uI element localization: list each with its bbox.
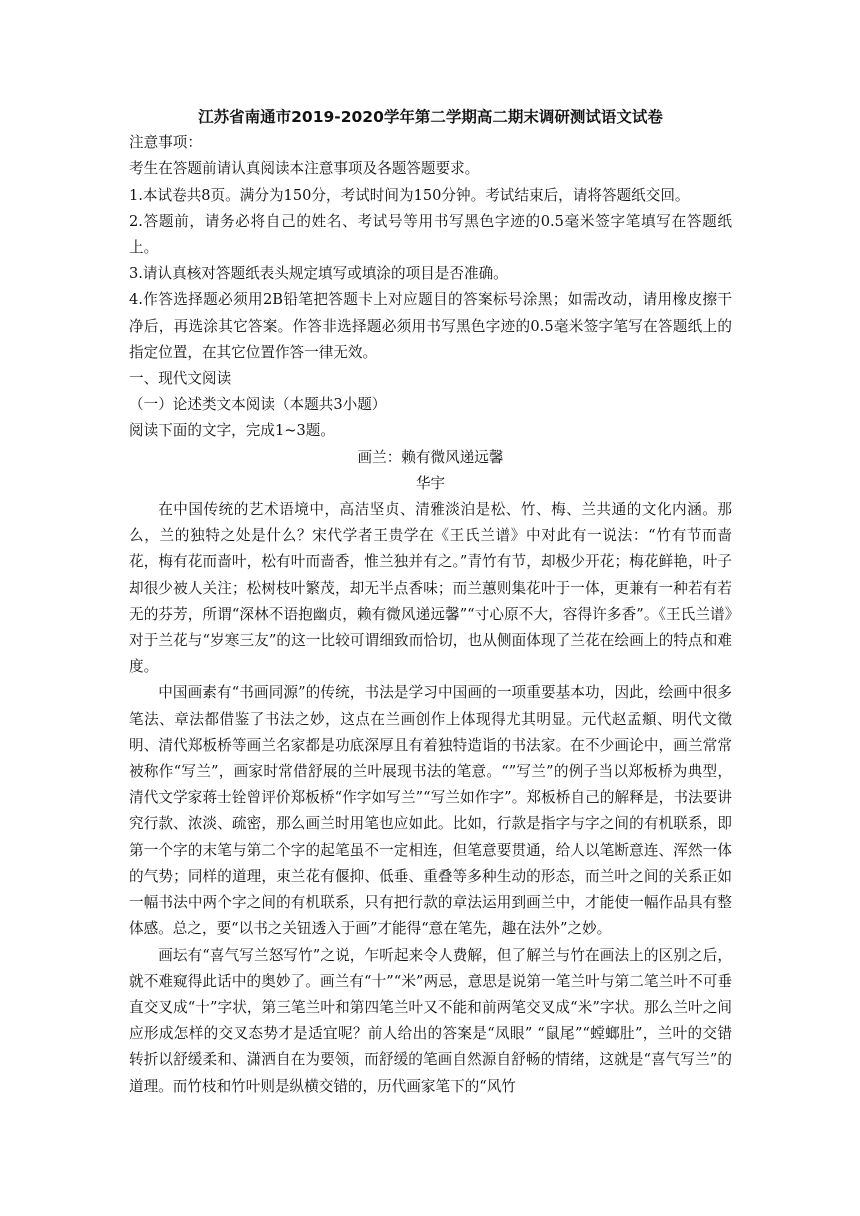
section-heading: 一、现代文阅读	[129, 370, 232, 388]
notice-item: 3.请认真核对答题纸表头规定填写或填涂的项目是否准确。	[129, 265, 508, 283]
notice-heading: 注意事项：	[129, 134, 202, 152]
article-paragraph: 画坛有“喜气写兰怒写竹”之说，乍听起来令人费解，但了解兰与竹在画法上的区别之后，就不难窥得此话中的奥妙了。画兰有“十”“米”两忌，意思是说第一笔兰叶与第二笔兰叶不可垂直交叉成“十”字状，第三笔兰叶和第四笔兰叶又不能和前两笔交叉成“米”字状。那么兰叶之间应形成怎样的交叉态势才是适宜呢？前人给出的答案是“凤眼” “鼠尾”“螳螂肚”，兰叶的交错转折以舒缓柔和、潇洒自在为要领，而舒缓的笔画自然源自舒畅的情绪，这就是“喜气写兰”的道理。而竹枝和竹叶则是纵横交错的，历代画家笔下的“风竹	[129, 946, 732, 1095]
article-title: 画兰：赖有微风递远馨	[357, 448, 504, 466]
exam-page	[129, 104, 732, 1100]
notice-item: 2.答题前，请务必将自己的姓名、考试号等用书写黑色字迹的0.5毫米签字笔填写在答题纸上。	[129, 212, 732, 257]
article-author: 华宇	[415, 474, 446, 492]
page-title: 江苏省南通市2019-2020学年第二学期高二期末调研测试语文试卷	[198, 108, 663, 126]
notice-item: 4.作答选择题必须用2B铅笔把答题卡上对应题目的答案标号涂黑；如需改动，请用橡皮擦干净后，再选涂其它答案。作答非选择题必须用书写黑色字迹的0.5毫米签字笔写在答题纸上的指定位置，在其它位置作答一律无效。	[129, 291, 732, 361]
notice-intro: 考生在答题前请认真阅读本注意事项及各题答题要求。	[129, 160, 480, 178]
reading-instruction: 阅读下面的文字，完成1~3题。	[129, 422, 335, 440]
subsection-heading: （一）论述类文本阅读（本题共3小题）	[129, 396, 387, 414]
notice-item: 1.本试卷共8页。满分为150分，考试时间为150分钟。考试结束后，请将答题纸交回。	[129, 186, 690, 204]
article-paragraph: 中国画素有“书画同源”的传统，书法是学习中国画的一项重要基本功，因此，绘画中很多笔法、章法都借鉴了书法之妙，这点在兰画创作上体现得尤其明显。元代赵孟頫、明代文徵明、清代郑板桥等画兰名家都是功底深厚且有着独特造诣的书法家。在不少画论中，画兰常常被称作“写兰”，画家时常借舒展的兰叶展现书法的笔意。“”写兰”的例子当以郑板桥为典型，清代文学家蒋士铨曾评价郑板桥“作字如写兰”“写兰如作字”。郑板桥自己的解释是，书法要讲究行款、浓淡、疏密，那么画兰时用笔也应如此。比如，行款是指字与字之间的有机联系，即第一个字的末笔与第二个字的起笔虽不一定相连，但笔意要贯通，给人以笔断意连、浑然一体的气势；同样的道理，束兰花有偃抑、低垂、重叠等多种生动的形态，而兰叶之间的关系正如一幅书法中两个字之间的有机联系，只有把行款的章法运用到画兰中，才能使一幅作品具有整体感。总之，要“以书之关钮透入于画”才能得“意在笔先，趣在法外”之妙。	[129, 684, 732, 938]
article-paragraph: 在中国传统的艺术语境中，高洁坚贞、清雅淡泊是松、竹、梅、兰共通的文化内涵。那么，兰的独特之处是什么？宋代学者王贵学在《王氏兰谱》中对此有一说法：“竹有节而啬花，梅有花而啬叶，松有叶而啬香，惟兰独并有之。”青竹有节，却极少开花；梅花鲜艳，叶子却很少被人关注；松树枝叶繁茂，却无半点香味；而兰蕙则集花叶于一体，更兼有一种若有若无的芬芳，所谓“深林不语抱幽贞，赖有微风递远馨”“寸心原不大，容得许多香”。《王氏兰谱》对于兰花与“岁寒三友”的这一比较可谓细致而恰切，也从侧面体现了兰花在绘画上的特点和难度。	[129, 501, 732, 676]
